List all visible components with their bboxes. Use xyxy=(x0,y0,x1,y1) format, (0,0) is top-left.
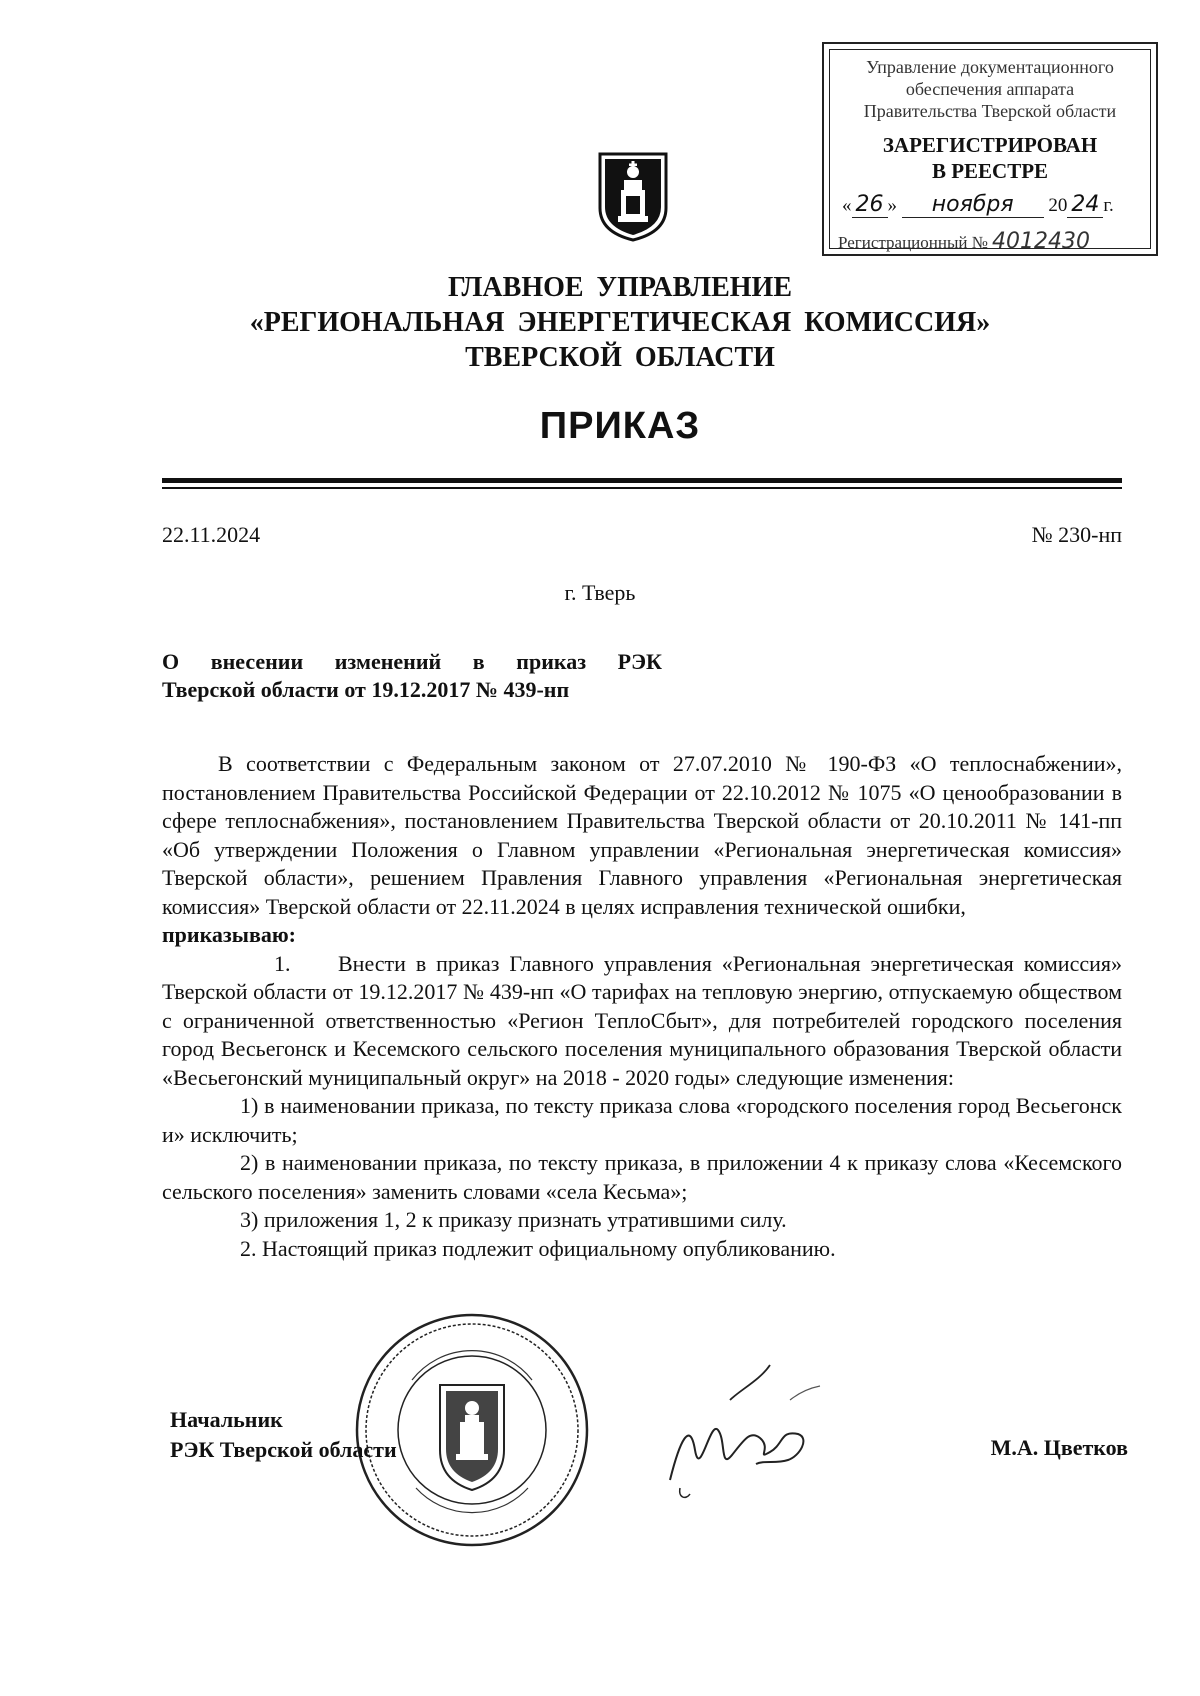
document-date: 22.11.2024 xyxy=(162,522,261,547)
registration-stamp-inner xyxy=(829,49,1151,254)
document-city: г. Тверь xyxy=(564,580,636,605)
document-title: ПРИКАЗ xyxy=(539,405,701,447)
item-1-paragraph xyxy=(162,950,1122,1093)
organization-header xyxy=(150,270,1090,375)
order-word: приказываю: xyxy=(162,922,296,947)
stamp-line-2: обеспечения аппарата xyxy=(905,79,1075,99)
document-subject xyxy=(162,648,662,704)
org-line-2: «РЕГИОНАЛЬНАЯ ЭНЕРГЕТИЧЕСКАЯ КОМИССИЯ» xyxy=(249,307,991,338)
handwritten-signature-icon xyxy=(660,1360,830,1510)
signatory-position-line-1: Начальник xyxy=(170,1407,283,1432)
stamp-date: « 26 » ноября 20 24 г. xyxy=(842,192,1114,217)
coat-of-arms-icon xyxy=(596,150,670,242)
subitem-2: 2) в наименовании приказа, по тексту приказа, в приложении 4 к приказу слова «Кесемского сельского поселения» заменить словами «села Кесьма»; xyxy=(162,1150,1122,1204)
stamp-registered: ЗАРЕГИСТРИРОВАН xyxy=(882,133,1098,157)
stamp-line-1: Управление документационного xyxy=(866,57,1114,77)
stamp-date-year-prefix: 20 xyxy=(1048,195,1068,216)
stamp-in-registry: В РЕЕСТРЕ xyxy=(931,159,1049,183)
subject-line-1: О внесении изменений в приказ РЭК xyxy=(162,649,662,674)
registration-stamp xyxy=(822,42,1158,256)
stamp-date-tail: г. xyxy=(1103,195,1114,216)
org-line-1: ГЛАВНОЕ УПРАВЛЕНИЕ xyxy=(447,272,793,303)
signatory-name: М.А. Цветков xyxy=(990,1435,1128,1460)
stamp-reg-number: 4012430 xyxy=(988,229,1094,255)
org-line-3: ТВЕРСКОЙ ОБЛАСТИ xyxy=(465,342,775,373)
item-1-text: Внести в приказ Главного управления «Региональная энергетическая комиссия» Тверской области от 19.12.2017 № 439-нп «О тарифах на тепловую энергию, отпускаемую обществом с ограниченной ответственностью «Регион ТеплоСбыт», для потребителей городского поселения город Весьегонск и Кесемского сельского поселения муниципального образования Тверской области «Весьегонский муниципальный округ» на 2018 - 2020 годы» следующие изменения: xyxy=(162,950,1122,1090)
stamp-date-day: 26 xyxy=(852,192,888,218)
stamp-line-3: Правительства Тверской области xyxy=(863,101,1117,121)
stamp-reg-label: Регистрационный № xyxy=(838,233,988,252)
document-number: № 230-нп xyxy=(1031,522,1122,547)
stamp-date-year-suffix: 24 xyxy=(1067,192,1103,218)
signatory-position-line-2: РЭК Тверской области xyxy=(170,1437,397,1462)
subitem-3: 3) приложения 1, 2 к приказу признать утратившими силу. xyxy=(240,1207,787,1232)
title-rule-thick xyxy=(162,478,1122,483)
stamp-reg-number-row xyxy=(830,229,1150,254)
preamble-paragraph: В соответствии с Федеральным законом от 27.07.2010 № 190-ФЗ «О теплоснабжении», постановлением Правительства Российской Федерации от 22.10.2012 № 1075 «О ценообразовании в сфере теплоснабжения», постановлением Правительства Тверской области от 20.10.2011 № 141-пп «Об утверждении Положения о Главном управлении «Региональная энергетическая комиссия» Тверской области», решением Правления Главного управления «Региональная энергетическая комиссия» Тверской области от 22.11.2024 в целях исправления технической ошибки, xyxy=(162,751,1122,919)
subitem-1: 1) в наименовании приказа, по тексту приказа слова «городского поселения город Весьегонск и» исключить; xyxy=(162,1093,1122,1147)
item-1-number: 1. xyxy=(274,950,291,976)
document-body xyxy=(162,750,1122,1263)
title-rule-thin xyxy=(162,487,1122,489)
subject-line-2: Тверской области от 19.12.2017 № 439-нп xyxy=(162,677,570,702)
signatory-position xyxy=(170,1405,397,1465)
item-2-paragraph: 2. Настоящий приказ подлежит официальному опубликованию. xyxy=(240,1235,836,1261)
stamp-date-month: ноября xyxy=(902,192,1044,218)
